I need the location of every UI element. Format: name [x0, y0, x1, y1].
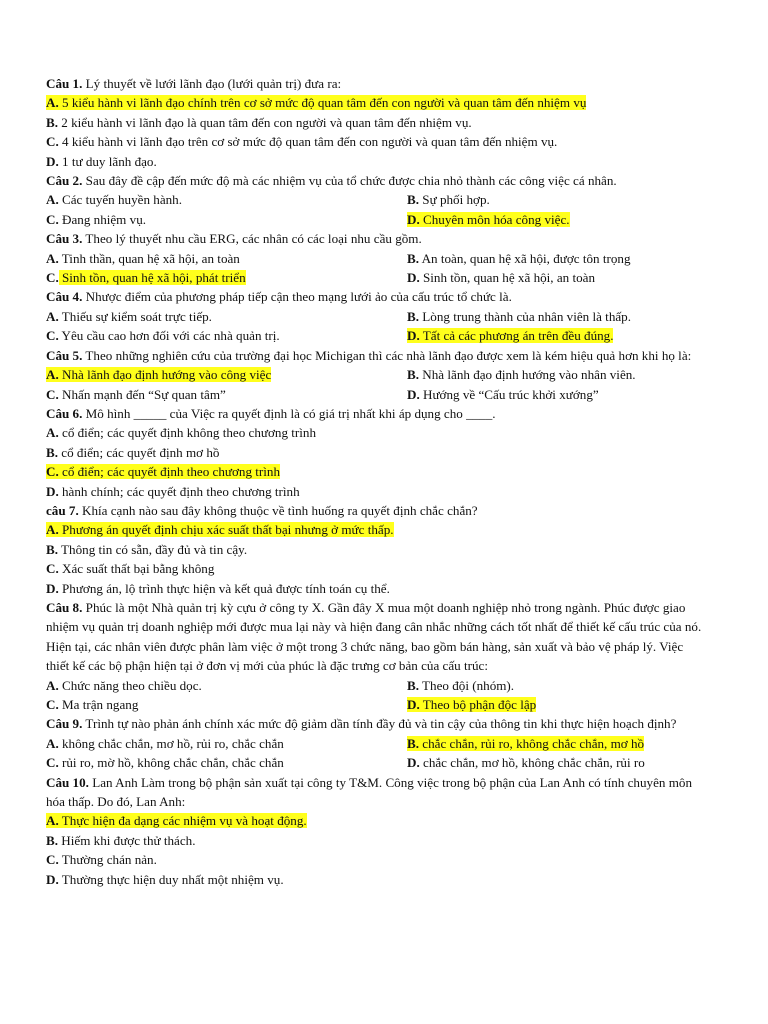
option-row: [46, 307, 706, 326]
question-5-option-d: D. Hướng về “Cấu trúc khởi xướng”: [407, 386, 599, 402]
question-2: [46, 171, 706, 190]
question-4-option-c: C. Yêu cầu cao hơn đối với các nhà quản trị.: [46, 328, 280, 344]
question-4-option-b: B. Lòng trung thành của nhân viên là thấp.: [407, 308, 632, 324]
question-label: Câu 3.: [46, 231, 83, 247]
option-row: [46, 695, 706, 714]
question-1-option-c: C. 4 kiểu hành vi lãnh đạo trên cơ sở mức độ quan tâm đến con người và quan tâm đến nhiệm vụ.: [46, 134, 558, 150]
question-2-option-d: [407, 210, 570, 229]
option-row: [46, 190, 706, 209]
question-10-option-c: C. Thường chán nản.: [46, 852, 157, 868]
question-8-option-d: [407, 695, 536, 714]
question-text: Lý thuyết về lưới lãnh đạo (lưới quản trị) đưa ra:: [82, 76, 342, 91]
option-row: [46, 734, 706, 753]
question-9-option-d: D. chắc chắn, mơ hồ, không chắc chắn, rủi ro: [407, 755, 645, 771]
question-10-option-b: B. Hiếm khi được thử thách.: [46, 832, 196, 848]
question-4: [46, 287, 706, 306]
question-text: Nhược điểm của phương pháp tiếp cận theo mạng lưới ảo của cấu trúc tổ chức là.: [82, 289, 512, 305]
question-8-option-a: A. Chức năng theo chiều dọc.: [46, 677, 202, 693]
question-10-option-d: D. Thường thực hiện duy nhất một nhiệm vụ.: [46, 871, 284, 887]
question-3: [46, 229, 706, 248]
option-row: [46, 676, 706, 695]
question-9-option-b: [407, 734, 644, 753]
question-9-option-a: A. không chắc chắn, mơ hồ, rủi ro, chắc chắn: [46, 735, 284, 751]
question-label: Câu 6.: [46, 405, 83, 421]
question-4-option-d: [407, 326, 613, 345]
highlighted-answer: D. Theo bộ phận độc lập: [407, 697, 537, 712]
highlighted-answer: A. Nhà lãnh đạo định hướng vào công việc: [46, 367, 272, 383]
question-10: [46, 773, 706, 812]
question-6-option-a: A. cổ điển; các quyết định không theo chương trình: [46, 425, 317, 441]
highlighted-answer: B. chắc chắn, rủi ro, không chắc chắn, mơ hồ: [407, 735, 645, 751]
question-text: Theo lý thuyết nhu cầu ERG, các nhân có các loại nhu cầu gồm.: [82, 231, 422, 247]
question-8-option-c: C. Ma trận ngang: [46, 697, 139, 712]
question-9: [46, 714, 706, 733]
question-5-option-c: C. Nhấn mạnh đến “Sự quan tâm”: [46, 386, 226, 402]
question-7-option-a: [46, 520, 706, 539]
question-10-option-a: [46, 811, 706, 830]
question-label: Câu 5.: [46, 347, 83, 363]
highlighted-answer: A. Phương án quyết định chịu xác suất thất bại nhưng ở mức thấp.: [46, 522, 394, 538]
question-1-option-a: [46, 93, 706, 112]
question-7-option-c: C. Xác suất thất bại bằng không: [46, 561, 215, 577]
question-3-option-a: A. Tinh thần, quan hệ xã hội, an toàn: [46, 250, 240, 266]
question-2-option-c: C. Đang nhiệm vụ.: [46, 211, 147, 227]
question-6: [46, 404, 706, 423]
option-row: [46, 365, 706, 384]
question-label: câu 7.: [46, 502, 79, 518]
question-4-option-a: A. Thiếu sự kiểm soát trực tiếp.: [46, 308, 212, 324]
question-2-option-b: B. Sự phối hợp.: [407, 192, 490, 208]
quiz-document: [46, 74, 706, 889]
question-6-option-c: [46, 462, 706, 481]
question-3-option-b: B. An toàn, quan hệ xã hội, được tôn trọng: [407, 250, 631, 266]
question-text: Lan Anh Làm trong bộ phận sản xuất tại công ty T&M. Công việc trong bộ phận của Lan Anh có tính chuyên môn hóa thấp. Do đó, Lan Anh:: [46, 774, 692, 810]
question-label: Câu 8.: [46, 599, 83, 615]
highlighted-answer: C. cổ điển; các quyết định theo chương trình: [46, 464, 281, 480]
question-label: Câu 4.: [46, 289, 83, 305]
question-text: Khía cạnh nào sau đây không thuộc về tình huống ra quyết định chắc chắn?: [78, 502, 478, 518]
question-7: [46, 501, 706, 520]
question-8-option-b: B. Theo đội (nhóm).: [407, 677, 515, 693]
option-row: [46, 385, 706, 404]
question-text: Phúc là một Nhà quản trị kỳ cựu ở công ty X. Gần đây X mua một doanh nghiệp nhỏ trong ngành. Phúc được giao nhiệm vụ quản trị doanh nghiệp mới được mua lại này và hiện đang cân nhắc những cách tốt nhất để thiết kế cấu trúc của nó. Hiện tại, các nhân viên được phân làm việc ở một trong 3 chức năng, bao gồm bán hàng, sản xuất và bảo vệ pháp lý. Việc thiết kế các bộ phận hiện tại ở đơn vị mới của phúc là đặc trưng cơ bản của cấu trúc:: [46, 599, 702, 674]
question-label: Câu 1.: [46, 76, 83, 91]
question-3-option-c: C. Sinh tồn, quan hệ xã hội, phát triển: [46, 270, 246, 286]
question-6-option-d: D. hành chính; các quyết định theo chương trình: [46, 483, 300, 499]
question-7-option-b: B. Thông tin có sẵn, đầy đủ và tin cậy.: [46, 541, 248, 557]
highlighted-answer: A. Thực hiện đa dạng các nhiệm vụ và hoạt động.: [46, 813, 307, 829]
question-6-option-b: B. cổ điển; các quyết định mơ hồ: [46, 444, 220, 460]
question-7-option-d: D. Phương án, lộ trình thực hiện và kết quả được tính toán cụ thể.: [46, 580, 390, 596]
question-text: Mô hình _____ của Việc ra quyết định là có giá trị nhất khi áp dụng cho ____.: [82, 405, 496, 421]
highlighted-answer: D. Tất cả các phương án trên đều đúng.: [407, 328, 614, 344]
option-row: [46, 268, 706, 287]
question-8: [46, 598, 706, 676]
option-row: [46, 326, 706, 345]
option-row: [46, 210, 706, 229]
highlighted-answer: Sinh tồn, quan hệ xã hội, phát triển: [58, 270, 246, 286]
question-1-option-d: D. 1 tư duy lãnh đạo.: [46, 153, 157, 169]
question-label: Câu 10.: [46, 774, 89, 790]
question-1-option-b: B. 2 kiểu hành vi lãnh đạo là quan tâm đến con người và quan tâm đến nhiệm vụ.: [46, 114, 472, 130]
question-9-option-c: C. rủi ro, mờ hồ, không chắc chắn, chắc chắn: [46, 755, 284, 771]
question-label: Câu 2.: [46, 173, 83, 189]
question-2-option-a: A. Các tuyến huyền hành.: [46, 192, 182, 208]
option-row: [46, 753, 706, 772]
highlighted-answer: A. 5 kiểu hành vi lãnh đạo chính trên cơ sở mức độ quan tâm đến con người và quan tâm đến nhiệm vụ: [46, 95, 587, 111]
question-3-option-d: D. Sinh tồn, quan hệ xã hội, an toàn: [407, 270, 596, 286]
option-row: [46, 249, 706, 268]
highlighted-answer: D. Chuyên môn hóa công việc.: [407, 211, 570, 227]
question-5-option-b: B. Nhà lãnh đạo định hướng vào nhân viên.: [407, 367, 636, 383]
question-text: Trình tự nào phản ánh chính xác mức độ giảm dần tính đầy đủ và tin cậy của thông tin khi thực hiện hoạch định?: [82, 716, 677, 732]
question-label: Câu 9.: [46, 716, 83, 732]
question-text: Theo những nghiên cứu của trường đại học Michigan thì các nhà lãnh đạo được xem là kém hiệu quả hơn khi họ là:: [82, 347, 692, 363]
question-1: [46, 74, 706, 93]
question-5-option-a: [46, 365, 407, 384]
question-text: Sau đây đề cập đến mức độ mà các nhiệm vụ của tổ chức được chia nhỏ thành các công việc cá nhân.: [82, 173, 617, 189]
question-5: [46, 346, 706, 365]
